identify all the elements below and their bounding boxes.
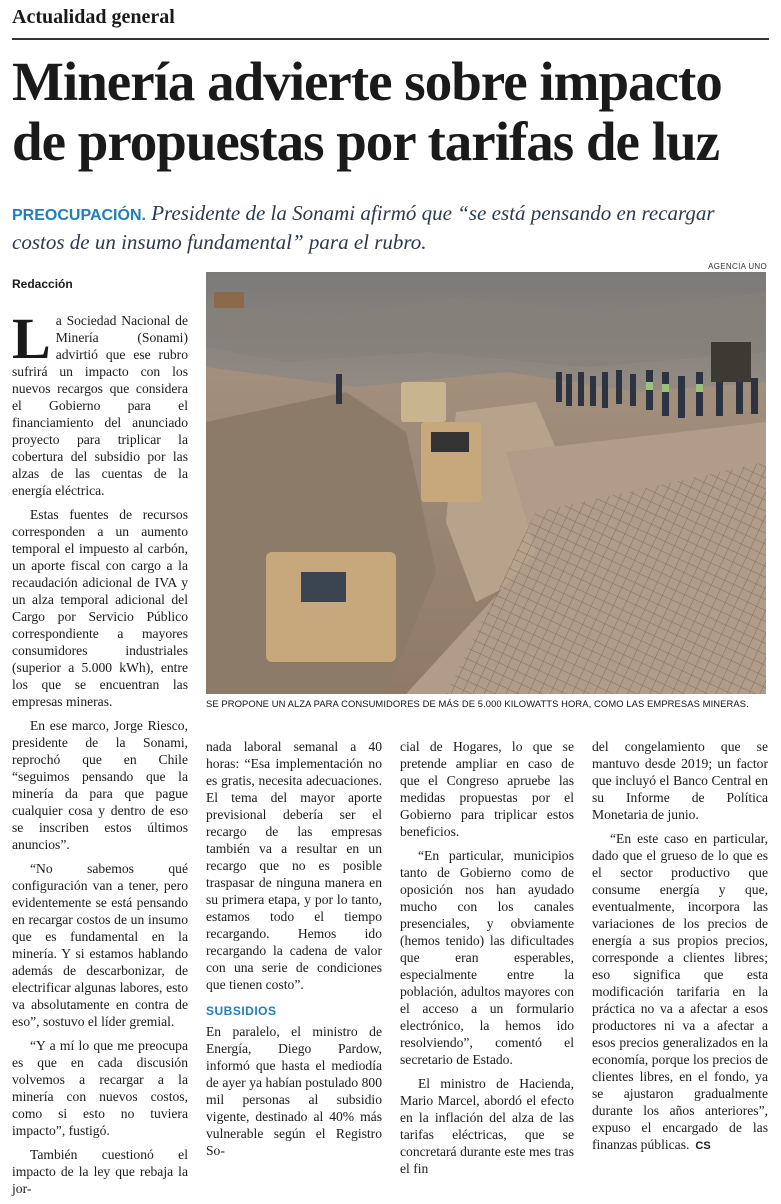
paragraph: “En particular, municipios tanto de Gobierno como de oposición nos han ayudado mucho con los canales presenciales, y obviamente (hemos tenido) las dificultades que eran esperables, especialmente entre la población, adultos mayores con el acceso a un formulario electrónico, la hemos ido resolviendo”, comentó el secretario de Estado. [400,848,574,1067]
paragraph: También cuestionó el impacto de la ley que rebaja la jor- [12,1147,188,1196]
paragraph [12,306,188,499]
paragraph: En paralelo, el ministro de Energía, Diego Pardow, informó que hasta el mediodía de ayer ya habían postulado 800 mil personas al subsidio vigente, destinado al 40% más vulnerable según el Registro So- [206,1024,382,1158]
article-column-2 [206,738,382,1166]
article-column-4 [592,738,768,1162]
deck-kicker: PREOCUPACIÓN. [12,207,146,224]
drop-cap: L [12,306,51,371]
paragraph: “No sabemos qué configuración van a tener, pero evidentemente se está pensando en recargar costos de un insumo que es fundamental en la minería. Y si estamos hablando además de descarbonizar, de electrificar algunas labores, esto va absolutamente en contra de eso”, sostuvo el líder gremial. [12,861,188,1029]
deck-text: Presidente de la Sonami afirmó que “se está pensando en recargar costos de un insumo fundamental” para el rubro. [12,201,715,254]
paragraph-text: “En este caso en particular, dado que el grueso de lo que es el sector productivo que consume energía y que, eventualmente, incorpora las variaciones de los precios de energía a sus propios precios, corresponde a clientes libres; eso significa que esta modificación tarifaria en la práctica no va a afectar a esos productores ni va a afectar a esos precios generalizados en la economía, porque los precios de clientes libres, en el fondo, ya se ajustaron gradualmente durante los años anteriores”, expuso el encargado de las finanzas públicas. [592,831,768,1152]
paragraph: “Y a mí lo que me preocupa es que en cada discusión volvemos a recargar a la minería con nuevos costos, como si esto no tuviera impacto”, fustigó. [12,1038,188,1138]
mining-site-photo [206,272,766,694]
paragraph: El ministro de Hacienda, Mario Marcel, abordó el efecto en la inflación del alza de las tarifas eléctricas, que se concretará durante este mes tras el fin [400,1076,574,1176]
paragraph: En ese marco, Jorge Riesco, presidente de la Sonami, reprochó que en Chile “seguimos pensando que la minería da para que pague cualquier cosa y dentro de eso se inscriben estos últimos anuncios”. [12,718,188,852]
paragraph: nada laboral semanal a 40 horas: “Esa implementación no es gratis, necesita adecuaciones. El tema del mayor aporte previsional debería ser el recargo de las empresas también va a resultar en un recargo que no es posible traspasar de ninguna manera en su primera etapa, y por lo tanto, estamos todo el tiempo recargando. Hemos ido recargando la cadena de valor con una serie de condiciones que tienen costo”. [206,739,382,992]
byline: Redacción [12,277,73,291]
paragraph: del congelamiento que se mantuvo desde 2019; un factor que incluyó el Banco Central en su Informe de Política Monetaria de junio. [592,739,768,822]
deck [12,200,772,255]
section-divider [12,38,769,40]
photo-caption: SE PROPONE UN ALZA PARA CONSUMIDORES DE MÁS DE 5.000 KILOWATTS HORA, COMO LAS EMPRESAS MINERAS. [206,698,749,709]
article-column-1 [12,306,188,1204]
section-label: Actualidad general [12,6,175,28]
headline: Minería advierte sobre impacto de propuestas por tarifas de luz [12,51,722,172]
paragraph-text: a Sociedad Nacional de Minería (Sonami) advirtió que ese rubro sufrirá un impacto con los nuevos recargos que considera el Gobierno para el financiamiento del anunciado proyecto para triplicar la cobertura del subsidio por las alzas de las cuentas de la energía eléctrica. [12,313,188,498]
article-column-3 [400,738,574,1184]
subhead: SUBSIDIOS [206,1004,277,1018]
paragraph: cial de Hogares, lo que se pretende ampliar en caso de que el Congreso apruebe las medidas propuestas por el Gobierno para triplicar estos beneficios. [400,739,574,839]
end-mark: CS [695,1140,711,1152]
paragraph [592,830,768,1155]
paragraph: Estas fuentes de recursos corresponden a un aumento temporal el impuesto al carbón, un aporte fiscal con cargo a la recaudación adicional de IVA y un alza temporal adicional del Cargo por Servicio Público correspondiente a mayores consumidores industriales (superior a 5.000 kWh), entre los que se encuentran las empresas mineras. [12,507,188,709]
photo-credit: AGENCIA UNO [708,262,767,271]
